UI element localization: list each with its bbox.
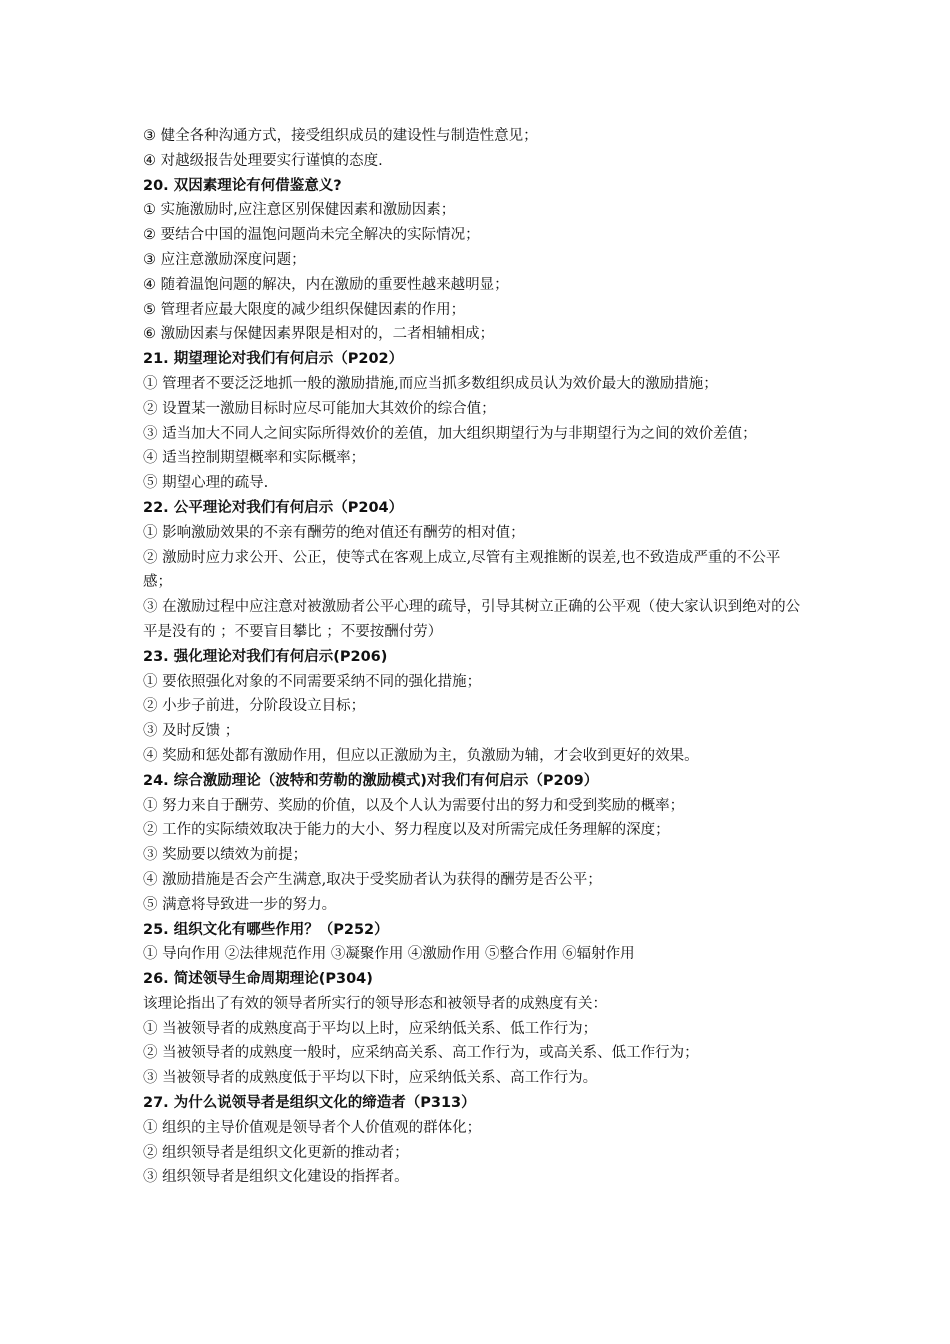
list-item: ⑤ 期望心理的疏导. <box>143 475 269 492</box>
list-item: ④ 奖励和惩处都有激励作用，但应以正激励为主，负激励为辅，才会收到更好的效果。 <box>143 747 699 764</box>
list-item: ④ 适当控制期望概率和实际概率； <box>143 450 366 467</box>
list-item: ① 组织的主导价值观是领导者个人价值观的群体化； <box>143 1119 482 1136</box>
document-page <box>143 124 808 1190</box>
question-heading: 27. 为什么说领导者是组织文化的缔造者（P313） <box>143 1095 476 1112</box>
list-item: ④ 随着温饱问题的解决，内在激励的重要性越来越明显； <box>143 276 509 293</box>
question-heading: 21. 期望理论对我们有何启示（P202） <box>143 351 404 368</box>
list-item: ③ 奖励要以绩效为前提； <box>143 847 308 864</box>
list-item: ③ 在激励过程中应注意对被激励者公平心理的疏导，引导其树立正确的公平观（使大家认识到绝对的公平是没有的 ；不要盲目攀比 ；不要按酬付劳） <box>143 599 801 640</box>
list-item: ⑤ 管理者应最大限度的减少组织保健因素的作用； <box>143 301 466 318</box>
list-item: ② 组织领导者是组织文化更新的推动者； <box>143 1144 409 1161</box>
list-item: ① 要依照强化对象的不同需要采纳不同的强化措施； <box>143 673 482 690</box>
list-item: ③ 健全各种沟通方式，接受组织成员的建设性与制造性意见； <box>143 128 538 144</box>
list-item: ④ 激励措施是否会产生满意,取决于受奖励者认为获得的酬劳是否公平； <box>143 871 602 888</box>
paragraph: 该理论指出了有效的领导者所实行的领导形态和被领导者的成熟度有关： <box>143 995 607 1012</box>
list-item: ③ 适当加大不同人之间实际所得效价的差值，加大组织期望行为与非期望行为之间的效价差值； <box>143 425 757 442</box>
question-heading: 24. 综合激励理论（波特和劳勒的激励模式)对我们有何启示（P209） <box>143 772 599 789</box>
list-item: ② 要结合中国的温饱问题尚未完全解决的实际情况； <box>143 227 480 244</box>
question-heading: 26. 简述领导生命周期理论(P304) <box>143 971 373 988</box>
list-item: ③ 应注意激励深度问题； <box>143 251 306 268</box>
question-heading: 23. 强化理论对我们有何启示(P206) <box>143 648 388 665</box>
list-item: ③ 及时反馈 ； <box>143 723 240 740</box>
question-heading: 22. 公平理论对我们有何启示（P204） <box>143 499 404 516</box>
list-item: ② 激励时应力求公开、公正，使等式在客观上成立,尽管有主观推断的误差,也不致造成严重的不公平感； <box>143 549 781 591</box>
list-item: ① 管理者不要泛泛地抓一般的激励措施,而应当抓多数组织成员认为效价最大的激励措施； <box>143 375 718 392</box>
list-item: ② 工作的实际绩效取决于能力的大小、努力程度以及对所需完成任务理解的深度； <box>143 822 670 839</box>
list-item: ① 实施激励时,应注意区别保健因素和激励因素； <box>143 202 456 219</box>
list-item: ⑤ 满意将导致进一步的努力。 <box>143 896 337 913</box>
list-item: ③ 当被领导者的成熟度低于平均以下时，应采纳低关系、高工作行为。 <box>143 1070 598 1087</box>
list-item: ④ 对越级报告处理要实行谨慎的态度. <box>143 152 383 169</box>
list-item: ⑥ 激励因素与保健因素界限是相对的，二者相辅相成； <box>143 326 495 343</box>
list-item: ② 设置某一激励目标时应尽可能加大其效价的综合值； <box>143 400 496 417</box>
list-item: ① 努力来自于酬劳、奖励的价值，以及个人认为需要付出的努力和受到奖励的概率； <box>143 797 685 814</box>
list-item: ① 导向作用 ②法律规范作用 ③凝聚作用 ④激励作用 ⑤整合作用 ⑥辐射作用 <box>143 946 635 963</box>
list-item: ③ 组织领导者是组织文化建设的指挥者。 <box>143 1169 409 1186</box>
list-item: ② 小步子前进，分阶段设立目标； <box>143 698 366 715</box>
question-heading: 20. 双因素理论有何借鉴意义? <box>143 177 342 194</box>
list-item: ① 当被领导者的成熟度高于平均以上时，应采纳低关系、低工作行为； <box>143 1020 598 1037</box>
list-item: ① 影响激励效果的不亲有酬劳的绝对值还有酬劳的相对值； <box>143 524 525 541</box>
list-item: ② 当被领导者的成熟度一般时，应采纳高关系、高工作行为，或高关系、低工作行为； <box>143 1045 699 1062</box>
question-heading: 25. 组织文化有哪些作用？（P252） <box>143 921 389 938</box>
